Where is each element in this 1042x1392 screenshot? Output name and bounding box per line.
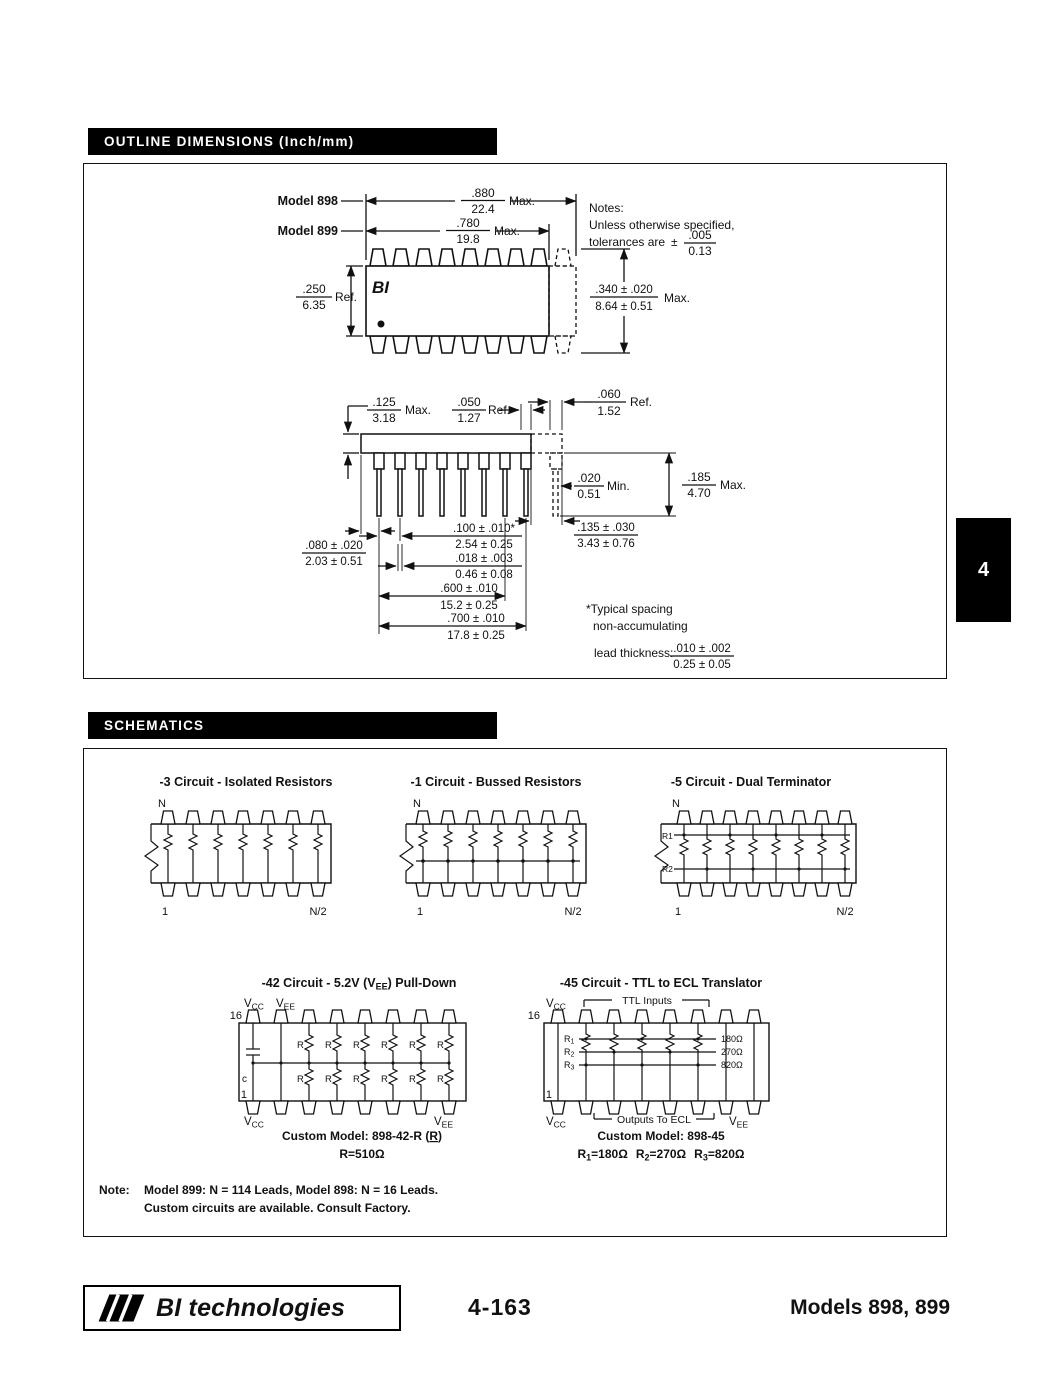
custom-model-42: Custom Model: 898-42-R (R) (281, 1129, 443, 1143)
dim-060-inch: .060 (597, 387, 621, 401)
pin-label-1: 1 (674, 906, 682, 918)
dim-780-mm: 19.8 (456, 232, 480, 246)
vcc-label-top: $V_{CC}$ (244, 998, 264, 1012)
svg-text:R: R (437, 1074, 444, 1085)
ttl-inputs-label: TTL Inputs (622, 995, 672, 1007)
svg-text:R: R (353, 1040, 360, 1051)
footer-brand-box (83, 1285, 401, 1331)
vee-label-bottom: $V_{EE}$ (434, 1116, 454, 1130)
dim-020-suffix: Min. (607, 479, 630, 493)
dim-018-inch: .018 ± .003 (455, 553, 513, 565)
outputs-to-ecl-label: Outputs To ECL (617, 1114, 691, 1126)
package-top-view (296, 187, 716, 353)
dim-010-mm: 0.25 ± 0.05 (673, 659, 731, 671)
outline-dimensions-header: OUTLINE DIMENSIONS (Inch/mm) (88, 128, 497, 155)
dim-780-inch: .780 (456, 216, 480, 230)
dim-050-inch: .050 (457, 395, 481, 409)
dim-010-inch: .010 ± .002 (673, 643, 731, 655)
dashed-extension-top (549, 249, 576, 353)
schematic-1-title: -1 Circuit - Bussed Resistors (410, 775, 582, 789)
footnote-non-accumulating: non-accumulating (593, 619, 688, 633)
svg-text:R: R (381, 1074, 388, 1085)
notes-plusminus: ± (671, 235, 678, 249)
schematic-42-pulldown (239, 1010, 466, 1114)
note-line1: Model 899: N = 114 Leads, Model 898: N = 16 Leads. (144, 1183, 439, 1197)
dim-080-inch: .080 ± .020 (305, 540, 363, 552)
dim-340-suffix: Max. (664, 291, 691, 305)
dim-880-mm: 22.4 (471, 202, 495, 216)
schematic-3-isolated (145, 811, 331, 896)
svg-text:R: R (325, 1074, 332, 1085)
dim-080-mm: 2.03 ± 0.51 (305, 556, 363, 568)
r-value-42: R=510Ω (339, 1147, 385, 1161)
dim-185-mm: 4.70 (687, 486, 711, 500)
dim-125-inch: .125 (372, 395, 396, 409)
vcc-label-bottom: $V_{CC}$ (244, 1116, 264, 1130)
dashed-extension-side (531, 434, 562, 516)
dim-020-mm: 0.51 (577, 487, 601, 501)
svg-text:R: R (409, 1040, 416, 1051)
schematics-box (83, 748, 947, 1237)
dim-050-suffix: Ref. (488, 403, 511, 417)
schematic-3-title: -3 Circuit - Isolated Resistors (159, 775, 333, 789)
schematic-5-dual-terminator (655, 811, 856, 896)
tolerance-inch: .005 (688, 228, 712, 242)
pin-label-n: N (413, 798, 421, 810)
vee-label-bottom: $V_{EE}$ (729, 1116, 749, 1130)
svg-text:R: R (353, 1074, 360, 1085)
outline-dimensions-box (83, 163, 947, 679)
svg-text:R3: R3 (564, 1060, 575, 1072)
dim-340-mm: 8.64 ± 0.51 (595, 301, 653, 313)
svg-text:R: R (325, 1040, 332, 1051)
section-index-tab: 4 (956, 518, 1011, 622)
custom-model-45: Custom Model: 898-45 (597, 1129, 725, 1143)
dim-125-suffix: Max. (405, 403, 432, 417)
pin-label-n2: N/2 (309, 906, 327, 918)
pin1-index-dot (378, 321, 385, 328)
brand-name: BI technologies (156, 1293, 346, 1322)
dim-125-mm: 3.18 (372, 411, 396, 425)
dim-135-inch: .135 ± .030 (577, 522, 635, 534)
dim-700-mm: 17.8 ± 0.25 (447, 630, 505, 642)
pin-1-label: 1 (240, 1089, 247, 1101)
dip-body-top (366, 249, 549, 353)
svg-text:R: R (297, 1074, 304, 1085)
dim-600-mm: 15.2 ± 0.25 (440, 600, 498, 612)
dim-880-suffix: Max. (509, 194, 536, 208)
terminator-network (674, 824, 850, 883)
schematics-header: SCHEMATICS (88, 712, 497, 739)
note-line2: Custom circuits are available. Consult Factory. (144, 1201, 411, 1215)
notes-line1: Notes: (589, 201, 624, 215)
bussed-resistors (416, 824, 580, 883)
capacitor-label: c (242, 1074, 247, 1085)
pin-label-1: 1 (416, 906, 424, 918)
schematics-drawing (84, 749, 946, 1236)
dim-018-mm: 0.46 ± 0.08 (455, 569, 513, 581)
schematic-1-bussed (400, 811, 586, 896)
svg-text:R: R (381, 1040, 388, 1051)
vcc-label-bottom: $V_{CC}$ (546, 1116, 566, 1130)
dim-185-inch: .185 (687, 470, 711, 484)
svg-text:R: R (409, 1074, 416, 1085)
pin-label-n2: N/2 (836, 906, 854, 918)
pin-1-label: 1 (545, 1089, 552, 1101)
pin-label-1: 1 (161, 906, 169, 918)
package-side-view (302, 400, 734, 656)
dim-700-inch: .700 ± .010 (447, 613, 505, 625)
svg-text:R: R (437, 1040, 444, 1051)
schematic-45-title: -45 Circuit - TTL to ECL Translator (559, 976, 763, 990)
pin-label-n: N (158, 798, 166, 810)
dim-100-inch: .100 ± .010* (453, 523, 515, 535)
dim-185-suffix: Max. (720, 478, 747, 492)
models-title: Models 898, 899 (790, 1296, 950, 1319)
break-symbol (145, 824, 158, 883)
dim-100-mm: 2.54 ± 0.25 (455, 539, 513, 551)
isolated-resistors (164, 824, 322, 883)
break-symbol (400, 824, 413, 883)
notes-line3: tolerances are (589, 235, 666, 249)
vcc-label-top: $V_{CC}$ (546, 998, 566, 1012)
dim-020-inch: .020 (577, 471, 601, 485)
svg-text:270Ω: 270Ω (721, 1047, 743, 1057)
model-899-label: Model 899 (277, 224, 338, 238)
dim-250-inch: .250 (302, 282, 326, 296)
svg-text:R: R (297, 1040, 304, 1051)
outline-drawing (84, 164, 946, 678)
page-number: 4-163 (468, 1294, 532, 1320)
r2-label: R2 (662, 864, 673, 874)
r-values-45: $R_1=180\Omega$ $R_2=270\Omega$ $R_3=820\Omega$ (577, 1147, 745, 1163)
chip-logo-text: BI (372, 278, 389, 297)
svg-text:R1: R1 (564, 1034, 575, 1046)
dim-780-suffix: Max. (494, 224, 521, 238)
r1-label: R1 (662, 831, 673, 841)
dim-340-inch: .340 ± .020 (595, 284, 653, 296)
dim-060-mm: 1.52 (597, 404, 621, 418)
svg-text:180Ω: 180Ω (721, 1034, 743, 1044)
dim-250-mm: 6.35 (302, 298, 326, 312)
dim-060-suffix: Ref. (630, 395, 653, 409)
lead-thickness-label: lead thickness: (594, 646, 674, 660)
pin-16-label: 16 (527, 1010, 540, 1022)
svg-text:R2: R2 (564, 1047, 575, 1059)
bi-technologies-logo-icon (95, 1291, 147, 1325)
svg-text:820Ω: 820Ω (721, 1060, 743, 1070)
dip-body-side (361, 434, 531, 516)
tolerance-mm: 0.13 (688, 244, 712, 258)
schematic-5-title: -5 Circuit - Dual Terminator (670, 775, 832, 789)
dim-135-mm: 3.43 ± 0.76 (577, 538, 635, 550)
footnote-typical-spacing: *Typical spacing (586, 602, 673, 616)
pin-16-label: 16 (229, 1010, 242, 1022)
schematic-42-title: -42 Circuit - 5.2V $(V_{EE})$ Pull-Down (261, 976, 457, 992)
r-labels-45 (564, 1034, 575, 1072)
note-label: Note: (99, 1183, 130, 1197)
pin-label-n2: N/2 (564, 906, 582, 918)
model-898-label: Model 898 (277, 194, 338, 208)
dim-600-inch: .600 ± .010 (440, 583, 498, 595)
vee-label-top: $V_{EE}$ (276, 998, 296, 1012)
pin-label-n: N (672, 798, 680, 810)
notes-line2: Unless otherwise specified, (589, 218, 735, 232)
dim-250-suffix: Ref. (335, 290, 358, 304)
resistor-values-45 (721, 1034, 743, 1070)
dim-880-inch: .880 (471, 186, 495, 200)
dim-050-mm: 1.27 (457, 411, 481, 425)
